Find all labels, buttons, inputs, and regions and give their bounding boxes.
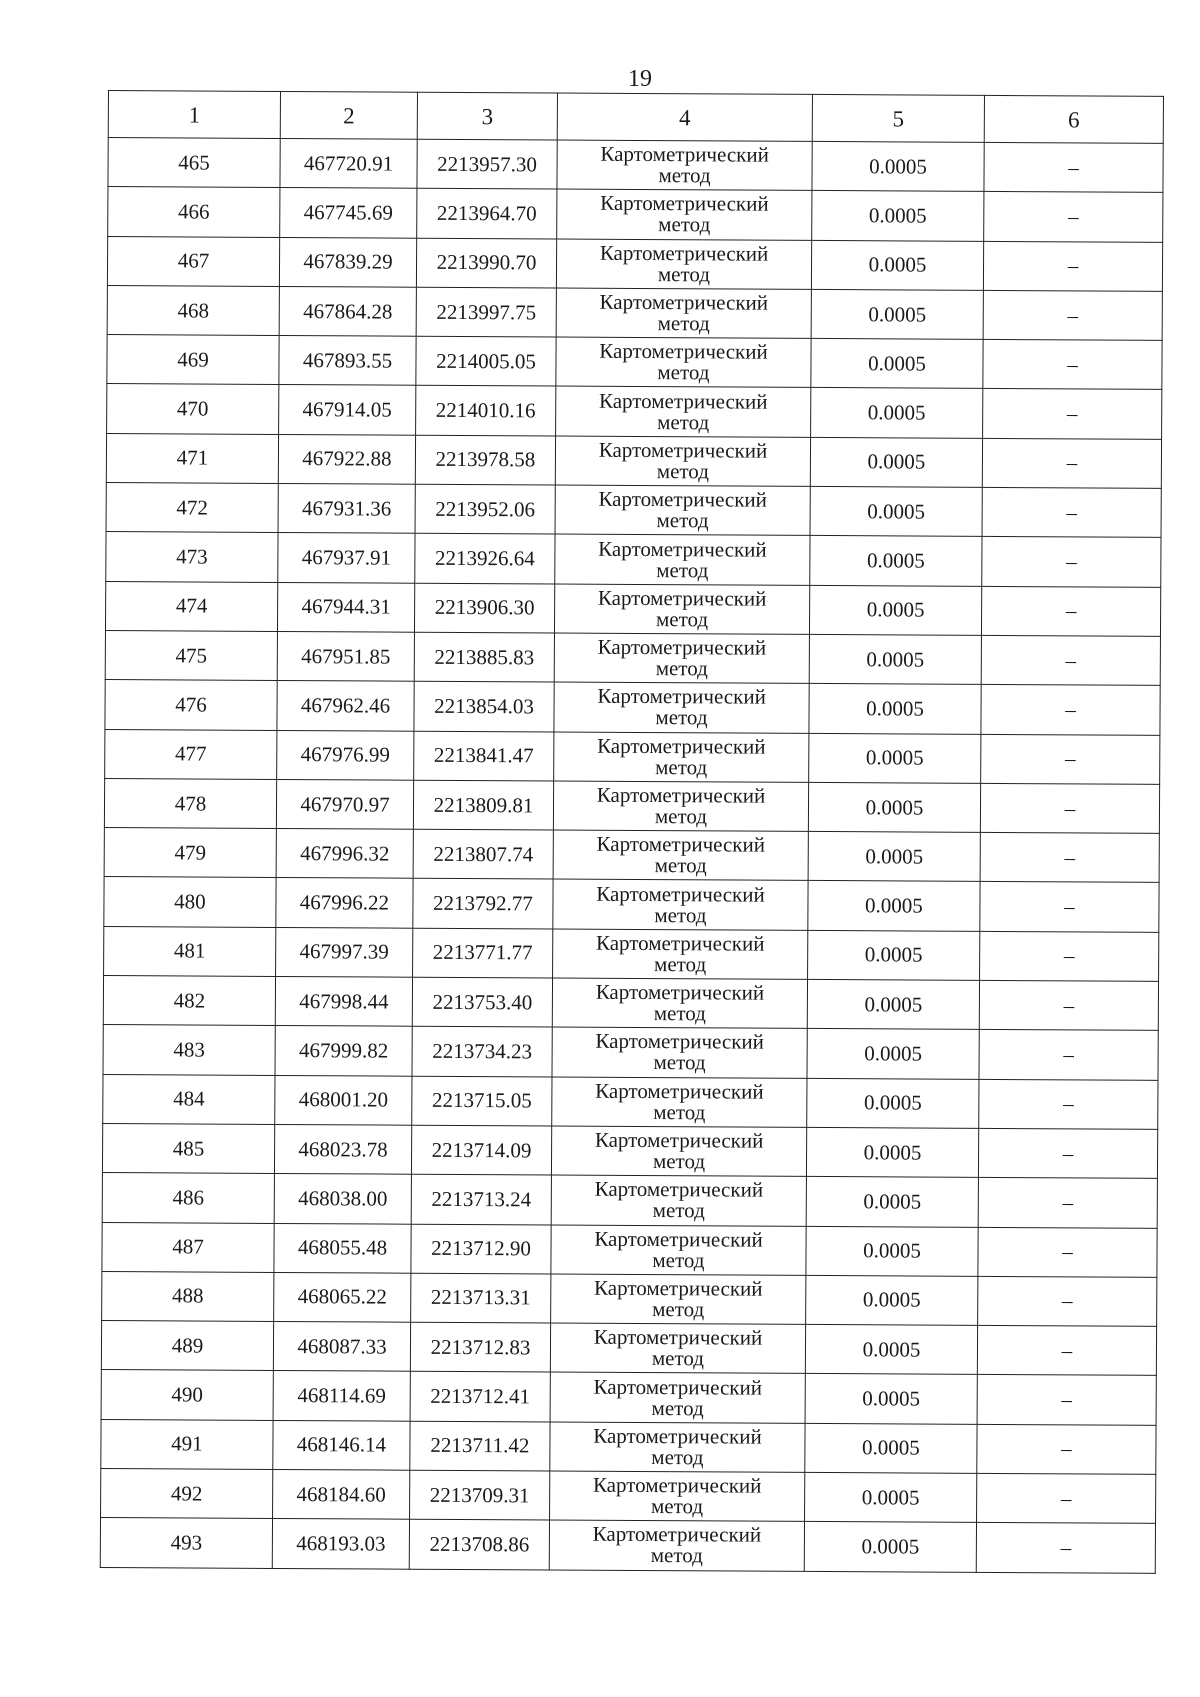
y-coordinate-cell: 2213841.47 [414,731,554,781]
point-number-cell: 490 [101,1370,273,1420]
note-cell: – [981,586,1160,636]
method-text-line1: Картометрический [598,437,768,463]
table-row [103,1074,1158,1129]
table-header-row [108,91,1163,144]
y-coordinate-cell: 2213809.81 [413,780,553,830]
coordinates-table [100,90,1164,1573]
table-row [102,1123,1157,1178]
method-text-line1: Картометрический [594,1275,763,1301]
note-cell: – [980,882,1159,932]
table-row [104,926,1159,981]
method-cell [554,633,809,684]
y-coordinate-cell: 2214010.16 [416,386,556,436]
method-text-line2: метод [652,1149,706,1174]
point-number-cell: 492 [101,1468,273,1518]
x-coordinate-cell: 467931.36 [278,484,415,534]
method-text-line2: метод [653,1050,706,1075]
method-cell [550,1422,805,1473]
point-number-cell: 475 [105,630,277,680]
note-cell: – [980,783,1159,833]
method-text-line1: Картометрический [600,191,769,217]
method-cell [556,337,811,388]
method-cell [557,140,812,191]
y-coordinate-cell: 2213711.42 [410,1421,550,1471]
precision-cell: 0.0005 [806,1226,978,1276]
method-cell [551,1274,806,1325]
point-number-cell: 493 [100,1518,272,1568]
x-coordinate-cell: 467970.97 [276,779,413,829]
point-number-cell: 466 [108,187,280,237]
precision-cell: 0.0005 [810,487,982,537]
table-row [104,828,1159,883]
method-text-line2: метод [655,656,708,681]
page-number: 19 [628,66,652,92]
y-coordinate-cell: 2213712.83 [410,1322,550,1372]
method-text-line1: Картометрический [594,1127,764,1153]
point-number-cell: 476 [105,680,277,730]
table-row [102,1173,1157,1228]
precision-cell: 0.0005 [810,536,982,586]
y-coordinate-cell: 2213952.06 [415,484,555,534]
x-coordinate-cell: 467962.46 [277,681,414,731]
y-coordinate-cell: 2213997.75 [416,287,556,337]
method-text-line1: Картометрический [597,634,767,660]
precision-cell: 0.0005 [807,979,979,1029]
y-coordinate-cell: 2213854.03 [414,681,554,731]
method-text-line1: Картометрический [594,1177,764,1203]
note-cell: – [977,1424,1156,1474]
y-coordinate-cell: 2213807.74 [413,829,553,879]
method-text-line2: метод [650,1543,703,1568]
method-text-line2: метод [656,508,709,533]
point-number-cell: 471 [106,433,278,483]
x-coordinate-cell: 467976.99 [277,730,414,780]
method-text-line1: Картометрический [598,388,768,414]
method-text-line1: Картометрический [597,585,767,611]
method-cell [551,1225,806,1276]
y-coordinate-cell: 2213906.30 [414,583,554,633]
note-cell: – [977,1473,1156,1523]
method-text-line2: метод [652,1198,705,1223]
table-row [101,1370,1156,1425]
note-cell: – [981,734,1160,784]
point-number-cell: 489 [101,1321,273,1371]
column-header: 4 [557,93,812,141]
y-coordinate-cell: 2214005.05 [416,336,556,386]
method-cell [556,386,811,437]
y-coordinate-cell: 2213709.31 [410,1470,550,1520]
method-cell [555,485,810,536]
point-number-cell: 481 [104,926,276,976]
method-text-line2: метод [650,1494,704,1519]
y-coordinate-cell: 2213753.40 [412,977,552,1027]
method-cell [552,1077,807,1128]
note-cell: – [984,142,1163,192]
method-text-line1: Картометрический [599,240,769,266]
method-text-line2: метод [655,705,708,730]
note-cell: – [982,537,1161,587]
method-text-line1: Картометрический [593,1324,763,1350]
y-coordinate-cell: 2213885.83 [414,632,554,682]
precision-cell: 0.0005 [805,1325,977,1375]
table-row [105,630,1160,685]
precision-cell: 0.0005 [809,585,981,635]
x-coordinate-cell: 467720.91 [280,138,417,188]
point-number-cell: 472 [106,483,278,533]
x-coordinate-cell: 468193.03 [272,1519,409,1569]
method-cell [552,978,807,1029]
method-cell [553,781,808,832]
column-header: 6 [984,95,1163,143]
method-text-line2: метод [654,853,707,878]
x-coordinate-cell: 467951.85 [277,631,414,681]
table-row [107,335,1162,390]
method-cell [556,239,811,290]
y-coordinate-cell: 2213926.64 [415,534,555,584]
y-coordinate-cell: 2213714.09 [411,1125,551,1175]
note-cell: – [978,1227,1157,1277]
table-row [105,729,1160,784]
method-cell [557,189,812,240]
point-number-cell: 468 [107,285,279,335]
point-number-cell: 485 [102,1123,274,1173]
method-cell [555,436,810,487]
method-text-line2: метод [652,1297,705,1322]
y-coordinate-cell: 2213713.24 [411,1174,551,1224]
column-header: 5 [812,94,984,142]
point-number-cell: 488 [102,1271,274,1321]
precision-cell: 0.0005 [809,684,981,734]
x-coordinate-cell: 467893.55 [279,336,416,386]
precision-cell: 0.0005 [807,1078,979,1128]
y-coordinate-cell: 2213990.70 [416,238,556,288]
method-text-line1: Картометрический [592,1522,762,1548]
method-text-line1: Картометрический [594,1226,763,1252]
table-row [106,433,1161,488]
method-text-line1: Картометрический [592,1472,762,1498]
method-text-line2: метод [656,557,709,582]
precision-cell: 0.0005 [812,141,984,191]
method-text-line2: метод [651,1444,704,1470]
point-number-cell: 487 [102,1222,274,1272]
method-cell [553,830,808,881]
table-row [102,1222,1157,1277]
note-cell: – [981,685,1160,735]
y-coordinate-cell: 2213713.31 [411,1273,551,1323]
x-coordinate-cell: 468038.00 [274,1174,411,1224]
method-text-line2: метод [655,754,708,780]
x-coordinate-cell: 467839.29 [279,237,416,287]
precision-cell: 0.0005 [808,881,980,931]
method-text-line2: метод [657,409,710,434]
table-row [101,1321,1156,1376]
method-cell [553,879,808,930]
x-coordinate-cell: 467999.82 [275,1026,412,1076]
column-header: 1 [108,91,280,139]
precision-cell: 0.0005 [806,1177,978,1227]
method-cell [551,1175,806,1226]
y-coordinate-cell: 2213708.86 [409,1520,549,1570]
note-cell: – [976,1523,1155,1573]
point-number-cell: 473 [106,532,278,582]
method-text-line2: метод [656,458,709,484]
note-cell: – [977,1375,1156,1425]
y-coordinate-cell: 2213771.77 [413,928,553,978]
method-text-line1: Картометрический [599,339,768,365]
point-number-cell: 484 [103,1074,275,1124]
y-coordinate-cell: 2213715.05 [412,1076,552,1126]
precision-cell: 0.0005 [806,1275,978,1325]
method-text-line2: метод [657,311,710,336]
table-row [106,532,1161,587]
point-number-cell: 467 [107,236,279,286]
table-row [107,236,1162,291]
x-coordinate-cell: 467996.22 [276,878,413,928]
point-number-cell: 483 [103,1025,275,1075]
table-row [102,1271,1157,1326]
point-number-cell: 482 [103,976,275,1026]
method-cell [553,929,808,980]
note-cell: – [983,241,1162,291]
precision-cell: 0.0005 [808,782,980,832]
method-cell [554,682,809,733]
method-cell [554,584,809,635]
y-coordinate-cell: 2213712.90 [411,1224,551,1274]
precision-cell: 0.0005 [807,1029,979,1079]
method-cell [555,534,810,585]
method-text-line2: метод [652,1247,705,1273]
table-row [108,138,1163,193]
precision-cell: 0.0005 [812,191,984,241]
table-row [106,483,1161,538]
note-cell: – [980,833,1159,883]
method-text-line2: метод [658,163,711,188]
precision-cell: 0.0005 [809,733,981,783]
method-text-line1: Картометрический [600,141,769,167]
point-number-cell: 478 [104,778,276,828]
table-row [107,384,1162,439]
method-text-line1: Картометрический [598,486,768,512]
method-text-line2: метод [653,1099,706,1125]
method-cell [556,288,811,339]
method-text-line2: метод [653,1001,706,1026]
table-row [100,1518,1155,1573]
coordinates-table-wrapper [100,90,1163,1573]
method-cell [554,732,809,783]
x-coordinate-cell: 468023.78 [274,1124,411,1174]
point-number-cell: 465 [108,138,280,188]
method-text-line1: Картометрический [593,1423,762,1449]
note-cell: – [983,340,1162,390]
precision-cell: 0.0005 [808,832,980,882]
precision-cell: 0.0005 [811,388,983,438]
method-cell [551,1126,806,1177]
note-cell: – [982,487,1161,537]
method-text-line1: Картометрический [596,782,766,808]
note-cell: – [977,1326,1156,1376]
precision-cell: 0.0005 [805,1472,977,1522]
point-number-cell: 470 [107,384,279,434]
method-cell [550,1372,805,1423]
x-coordinate-cell: 468001.20 [275,1075,412,1125]
x-coordinate-cell: 467944.31 [277,582,414,632]
note-cell: – [983,290,1162,340]
note-cell: – [981,635,1160,685]
x-coordinate-cell: 468065.22 [274,1272,411,1322]
x-coordinate-cell: 467864.28 [279,286,416,336]
method-text-line1: Картометрический [597,684,766,710]
x-coordinate-cell: 467937.91 [278,533,415,583]
note-cell: – [978,1276,1157,1326]
method-cell [552,1027,807,1078]
table-row [108,187,1163,242]
note-cell: – [982,438,1161,488]
method-text-line2: метод [654,902,707,927]
method-text-line1: Картометрический [598,536,767,562]
x-coordinate-cell: 467914.05 [279,385,416,435]
note-cell: – [979,980,1158,1030]
table-row [107,285,1162,340]
x-coordinate-cell: 467997.39 [276,927,413,977]
method-text-line1: Картометрический [593,1374,763,1400]
x-coordinate-cell: 467998.44 [275,976,412,1026]
note-cell: – [978,1128,1157,1178]
method-text-line1: Картометрический [595,1078,764,1104]
method-cell [550,1323,805,1374]
precision-cell: 0.0005 [811,240,983,290]
table-row [104,877,1159,932]
y-coordinate-cell: 2213978.58 [415,435,555,485]
x-coordinate-cell: 468055.48 [274,1223,411,1273]
method-text-line2: метод [654,951,707,977]
note-cell: – [978,1178,1157,1228]
table-row [104,778,1159,833]
table-row [105,680,1160,735]
y-coordinate-cell: 2213734.23 [412,1027,552,1077]
table-row [103,976,1158,1031]
method-text-line2: метод [651,1395,704,1420]
precision-cell: 0.0005 [808,930,980,980]
method-text-line2: метод [657,360,710,385]
point-number-cell: 486 [102,1173,274,1223]
method-text-line2: метод [651,1346,705,1371]
precision-cell: 0.0005 [811,339,983,389]
precision-cell: 0.0005 [810,437,982,487]
y-coordinate-cell: 2213957.30 [417,139,557,189]
method-text-line2: метод [658,212,711,237]
precision-cell: 0.0005 [805,1374,977,1424]
precision-cell: 0.0005 [809,634,981,684]
table-row [101,1419,1156,1474]
point-number-cell: 480 [104,877,276,927]
column-header: 3 [417,92,557,140]
method-text-line1: Картометрический [595,979,765,1005]
table-row [101,1468,1156,1523]
method-text-line1: Картометрический [595,930,765,956]
note-cell: – [983,389,1162,439]
note-cell: – [980,931,1159,981]
method-text-line1: Картометрический [596,881,765,907]
column-header: 2 [280,91,417,139]
method-text-line1: Картометрический [596,832,766,857]
point-number-cell: 477 [105,729,277,779]
point-number-cell: 491 [101,1419,273,1469]
note-cell: – [979,1079,1158,1129]
point-number-cell: 474 [105,581,277,631]
note-cell: – [979,1030,1158,1080]
precision-cell: 0.0005 [811,289,983,339]
method-text-line2: метод [657,261,711,287]
y-coordinate-cell: 2213792.77 [413,879,553,929]
method-text-line1: Картометрический [597,733,766,759]
method-text-line2: метод [654,804,708,829]
x-coordinate-cell: 467922.88 [278,434,415,484]
x-coordinate-cell: 467745.69 [280,188,417,238]
method-text-line1: Картометрический [595,1029,764,1055]
table-row [103,1025,1158,1080]
method-cell [549,1520,804,1571]
precision-cell: 0.0005 [805,1423,977,1473]
x-coordinate-cell: 468114.69 [273,1371,410,1421]
x-coordinate-cell: 468087.33 [273,1322,410,1372]
point-number-cell: 479 [104,828,276,878]
precision-cell: 0.0005 [806,1127,978,1177]
y-coordinate-cell: 2213964.70 [417,189,557,239]
x-coordinate-cell: 468146.14 [273,1420,410,1470]
method-cell [550,1471,805,1522]
point-number-cell: 469 [107,335,279,385]
table-row [105,581,1160,636]
y-coordinate-cell: 2213712.41 [410,1372,550,1422]
precision-cell: 0.0005 [804,1522,976,1572]
x-coordinate-cell: 467996.32 [276,829,413,879]
method-text-line2: метод [655,606,709,632]
x-coordinate-cell: 468184.60 [273,1469,410,1519]
note-cell: – [984,192,1163,242]
method-text-line1: Картометрический [599,289,769,315]
